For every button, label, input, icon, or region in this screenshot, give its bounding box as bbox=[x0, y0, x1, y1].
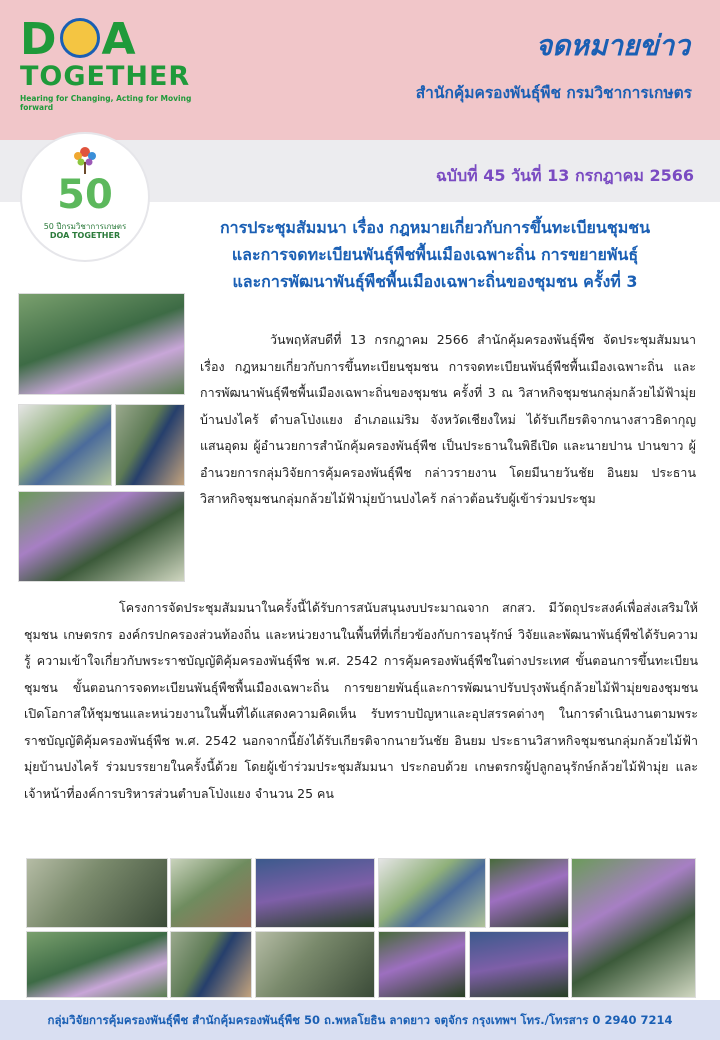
event-photo bbox=[170, 858, 252, 928]
event-photo bbox=[469, 931, 569, 998]
event-photo bbox=[18, 293, 185, 395]
headline-line: และการพัฒนาพันธุ์พืชพื้นเมืองเฉพาะถิ่นของชุมชน ครั้งที่ 3 bbox=[232, 272, 638, 291]
article-headline bbox=[170, 214, 700, 295]
issue-info: ฉบับที่ 45 วันที่ 13 กรกฎาคม 2566 bbox=[435, 166, 694, 185]
event-photo bbox=[26, 858, 168, 928]
event-photo bbox=[571, 858, 696, 998]
event-photo bbox=[489, 858, 569, 928]
event-photo bbox=[378, 858, 486, 928]
footer-contact: กลุ่มวิจัยการคุ้มครองพันธุ์พืช สำนักคุ้มครองพันธุ์พืช 50 ถ.พหลโยธิน ลาดยาว จตุจักร กรุงเทพฯ โทร./โทรสาร 0 2940 7214 bbox=[47, 1013, 673, 1027]
event-photo bbox=[378, 931, 466, 998]
event-photo bbox=[18, 404, 112, 486]
logo-letter-a: A bbox=[101, 14, 137, 65]
organization-name: สำนักคุ้มครองพันธุ์พืช กรมวิชาการเกษตร bbox=[415, 84, 692, 102]
anniversary-badge bbox=[22, 134, 148, 260]
anniversary-number: 50 bbox=[57, 172, 113, 218]
logo-letter-d: D bbox=[20, 14, 58, 65]
footer-band bbox=[0, 1000, 720, 1040]
event-photo bbox=[18, 491, 185, 582]
event-photo bbox=[255, 858, 375, 928]
headline-line: และการจดทะเบียนพันธุ์พืชพื้นเมืองเฉพาะถิ่น การขยายพันธุ์ bbox=[231, 245, 639, 264]
article-paragraph-1: วันพฤหัสบดีที่ 13 กรกฎาคม 2566 สำนักคุ้มครองพันธุ์พืช จัดประชุมสัมมนา เรื่อง กฎหมายเกี่ยวกับการขึ้นทะเบียนชุมชน การจดทะเบียนพันธุ์พืชพื้นเมืองเฉพาะถิ่น และการพัฒนาพันธุ์พืชพื้นเมืองเฉพาะถิ่นของชุมชน ครั้งที่ 3 ณ วิสาหกิจชุมชนกลุ่มกล้วยไม้ฟ้ามุ่ยบ้านปงไคร้ ตำบลโป่งแยง อำเภอแม่ริม จังหวัดเชียงใหม่ ได้รับเกียรติจากนางสาวธิดากุญ แสนอุดม ผู้อำนวยการสำนักคุ้มครองพันธุ์พืช เป็นประธานในพิธีเปิด และนายปาน ปานขาว ผู้อำนวยการกลุ่มวิจัยการคุ้มครองพันธุ์พืช กล่าวรายงาน โดยมีนายวันชัย อินยม ประธานวิสาหกิจชุมชนกลุ่มกล้วยไม้ฟ้ามุ่ยบ้านปงไคร้ กล่าวต้อนรับผู้เข้าร่วมประชุม bbox=[200, 332, 696, 506]
newsletter-title: จดหมายข่าว bbox=[535, 29, 690, 62]
doa-seal-icon bbox=[60, 18, 100, 58]
event-photo bbox=[26, 931, 168, 998]
logo-tagline: Hearing for Changing, Acting for Moving forward bbox=[20, 94, 192, 112]
doa-together-logo bbox=[20, 14, 220, 112]
event-photo bbox=[170, 931, 252, 998]
event-photo bbox=[255, 931, 375, 998]
logo-together: TOGETHER bbox=[20, 61, 191, 92]
headline-line: การประชุมสัมมนา เรื่อง กฎหมายเกี่ยวกับการขึ้นทะเบียนชุมชน bbox=[219, 218, 651, 237]
anniversary-subtext: DOA TOGETHER bbox=[49, 231, 121, 240]
article-paragraph-2: โครงการจัดประชุมสัมมนาในครั้งนี้ได้รับการสนับสนุนงบประมาณจาก สกสว. มีวัตถุประสงค์เพื่อส่งเสริมให้ชุมชน เกษตรกร องค์กรปกครองส่วนท้องถิ่น และหน่วยงานในพื้นที่ที่เกี่ยวข้องกับการอนุรักษ์ วิจัยและพัฒนาพันธุ์พืชได้รับความรู้ ความเข้าใจเกี่ยวกับพระราชบัญญัติคุ้มครองพันธุ์พืช พ.ศ. 2542 การคุ้มครองพันธุ์พืชในต่างประเทศ ขั้นตอนการขึ้นทะเบียนชุมชน ขั้นตอนการจดทะเบียนพันธุ์พืชพื้นเมืองเฉพาะถิ่น การขยายพันธุ์และการพัฒนาปรับปรุงพันธุ์กล้วยไม้ฟ้ามุ่ยของชุมชน เปิดโอกาสให้ชุมชนและหน่วยงานในพื้นที่ได้แสดงความคิดเห็น รับทราบปัญหาและอุปสรรคต่างๆ ในการดำเนินงานตามพระราชบัญญัติคุ้มครองพันธุ์พืช พ.ศ. 2542 นอกจากนี้ยังได้รับเกียรติจากนายวันชัย อินยม ประธานวิสาหกิจชุมชนกลุ่มกล้วยไม้ฟ้ามุ่ยบ้านปงไคร้ ร่วมบรรยายในครั้งนี้ด้วย โดยผู้เข้าร่วมประชุมสัมมนา ประกอบด้วย เกษตรกรผู้ปลูกอนุรักษ์กล้วยไม้ฟ้ามุ่ย และเจ้าหน้าที่องค์การบริหารส่วนตำบลโป่งแยง จำนวน 25 คน bbox=[24, 600, 698, 801]
anniversary-text: 50 ปีกรมวิชาการเกษตร bbox=[43, 222, 127, 231]
event-photo bbox=[115, 404, 185, 486]
